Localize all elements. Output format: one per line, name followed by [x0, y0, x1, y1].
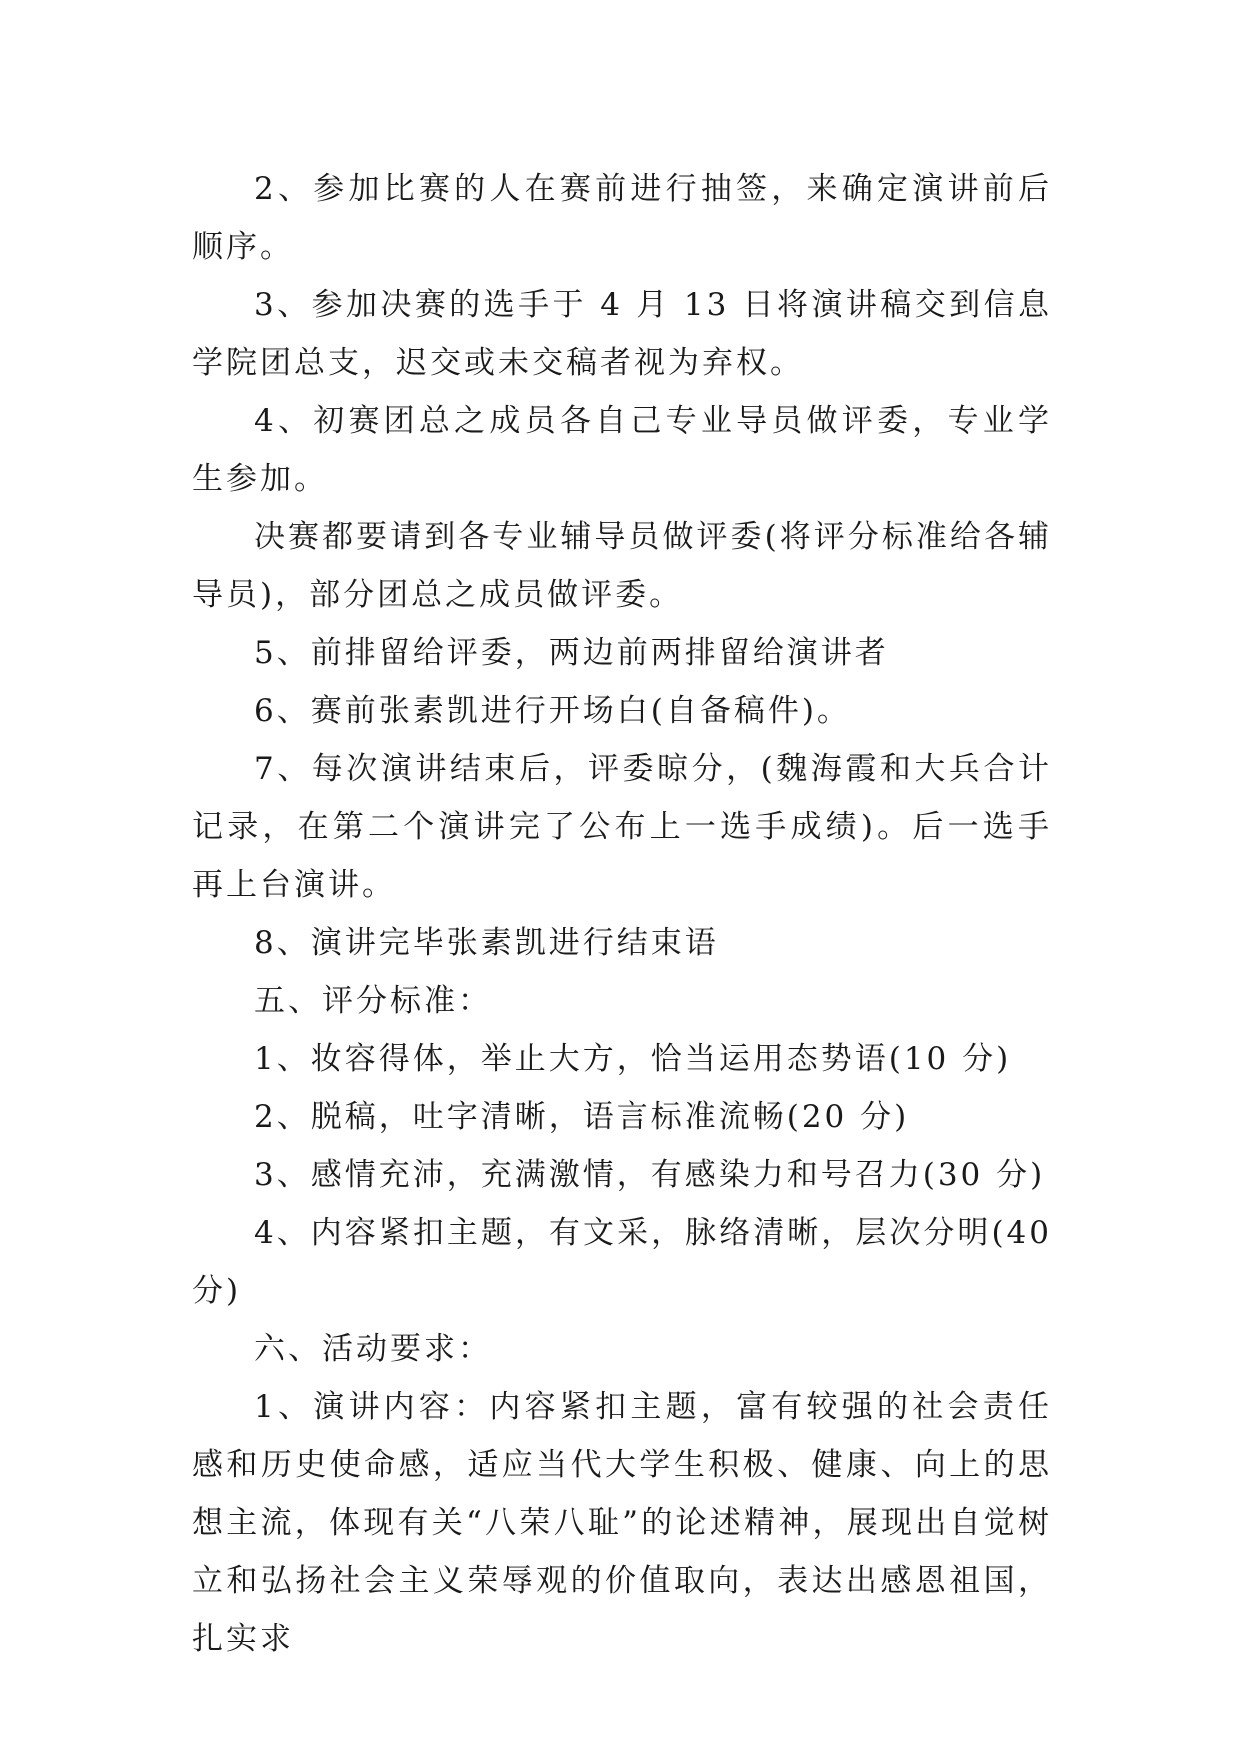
section-heading: 六、活动要求：: [254, 1331, 492, 1367]
paragraph: 2、参加比赛的人在赛前进行抽签，来确定演讲前后顺序。: [192, 171, 1052, 265]
paragraph: 6、赛前张素凯进行开场白(自备稿件)。: [254, 693, 851, 729]
paragraph: 2、脱稿，吐字清晰，语言标准流畅(20 分): [254, 1099, 910, 1135]
paragraph: 7、每次演讲结束后，评委晾分，(魏海霞和大兵合计记录，在第二个演讲完了公布上一选手成绩)。后一选手再上台演讲。: [192, 751, 1052, 903]
paragraph: 4、初赛团总之成员各自己专业导员做评委，专业学生参加。: [192, 403, 1052, 497]
paragraph: 1、妆容得体，举止大方，恰当运用态势语(10 分): [254, 1041, 1012, 1077]
section-heading: 五、评分标准：: [254, 983, 492, 1019]
paragraph: 3、感情充沛，充满激情，有感染力和号召力(30 分): [254, 1157, 1046, 1193]
paragraph: 1、演讲内容：内容紧扣主题，富有较强的社会责任感和历史使命感，适应当代大学生积极、健康、向上的思想主流，体现有关“八荣八耻”的论述精神，展现出自觉树立和弘扬社会主义荣辱观的价值取向，表达出感恩祖国，扎实求: [192, 1389, 1052, 1657]
paragraph: 5、前排留给评委，两边前两排留给演讲者: [254, 635, 889, 671]
paragraph: 8、演讲完毕张素凯进行结束语: [254, 925, 719, 961]
paragraph: 3、参加决赛的选手于 4 月 13 日将演讲稿交到信息学院团总支，迟交或未交稿者视为弃权。: [192, 287, 1052, 381]
document-body: [192, 160, 1052, 1668]
paragraph: 决赛都要请到各专业辅导员做评委(将评分标准给各辅导员)，部分团总之成员做评委。: [192, 519, 1052, 613]
paragraph: 4、内容紧扣主题，有文采，脉络清晰，层次分明(40 分): [192, 1215, 1052, 1309]
